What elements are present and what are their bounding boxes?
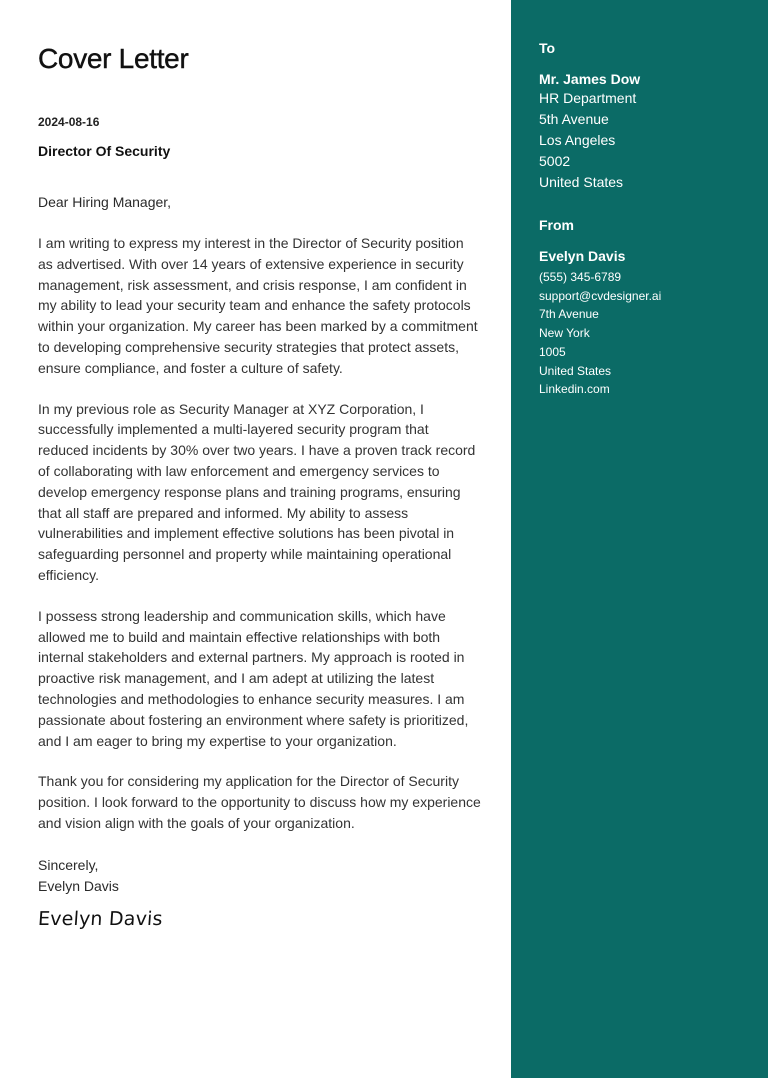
closing-name: Evelyn Davis — [38, 877, 119, 894]
signature: Evelyn Davis — [37, 907, 164, 930]
closing-phrase: Sincerely, — [38, 856, 99, 873]
sender-city: New York — [539, 326, 590, 341]
letter-date: 2024-08-16 — [38, 115, 100, 129]
sender-linkedin[interactable]: Linkedin.com — [539, 382, 610, 397]
paragraph-4: Thank you for considering my application for the Director of Security position. I look forward to the opportunity to discuss how my experience and vision align with the goals of your organization. — [38, 773, 481, 831]
recipient-country: United States — [539, 174, 624, 190]
recipient-zip: 5002 — [539, 153, 571, 169]
recipient-street: 5th Avenue — [539, 111, 609, 127]
sender-phone: (555) 345-6789 — [539, 270, 622, 284]
paragraph-2: In my previous role as Security Manager at XYZ Corporation, I successfully implemented a multi-layered security program that reduced incidents by 30% over two years. I have a proven track record of collaborating with law enforcement and emergency services to develop emergency response plans and training programs, ensuring that all staff are prepared and informed. My ability to assess vulnerabilities and implement effective solutions has been pivotal in safeguarding personnel and property while maintaining operational efficiency. — [38, 400, 476, 583]
recipient-department: HR Department — [539, 90, 637, 106]
recipient-name: Mr. James Dow — [539, 71, 641, 87]
sidebar — [511, 0, 768, 1078]
page-title: Cover Letter — [38, 43, 189, 74]
closing-block — [38, 855, 481, 897]
recipient-city: Los Angeles — [539, 132, 616, 148]
position-title: Director Of Security — [38, 143, 171, 159]
sender-name: Evelyn Davis — [539, 248, 626, 264]
sender-email[interactable]: support@cvdesigner.ai — [539, 288, 662, 303]
recipient-block — [539, 40, 748, 193]
sender-block — [539, 217, 748, 399]
to-heading: To — [539, 40, 556, 56]
paragraph-3: I possess strong leadership and communication skills, which have allowed me to build and maintain effective relationships with both internal stakeholders and external partners. My approach is rooted in proactive risk management, and I am adept at utilizing the latest technologies and methodologies to enhance security measures. I am passionate about fostering an environment where safety is prioritized, and I am eager to bring my expertise to your organization. — [38, 607, 469, 749]
sender-street: 7th Avenue — [539, 307, 599, 322]
from-heading: From — [539, 217, 574, 233]
sender-zip: 1005 — [539, 344, 566, 359]
salutation: Dear Hiring Manager, — [38, 194, 172, 210]
paragraph-1: I am writing to express my interest in the Director of Security position as advertised. With over 14 years of extensive experience in security management, risk assessment, and crisis response, I am confident in my ability to lead your security team and enhance the safety protocols within your organization. My career has been marked by a commitment to developing comprehensive security strategies that protect assets, ensure compliance, and foster a culture of safety. — [38, 235, 478, 376]
sender-country: United States — [539, 363, 612, 378]
